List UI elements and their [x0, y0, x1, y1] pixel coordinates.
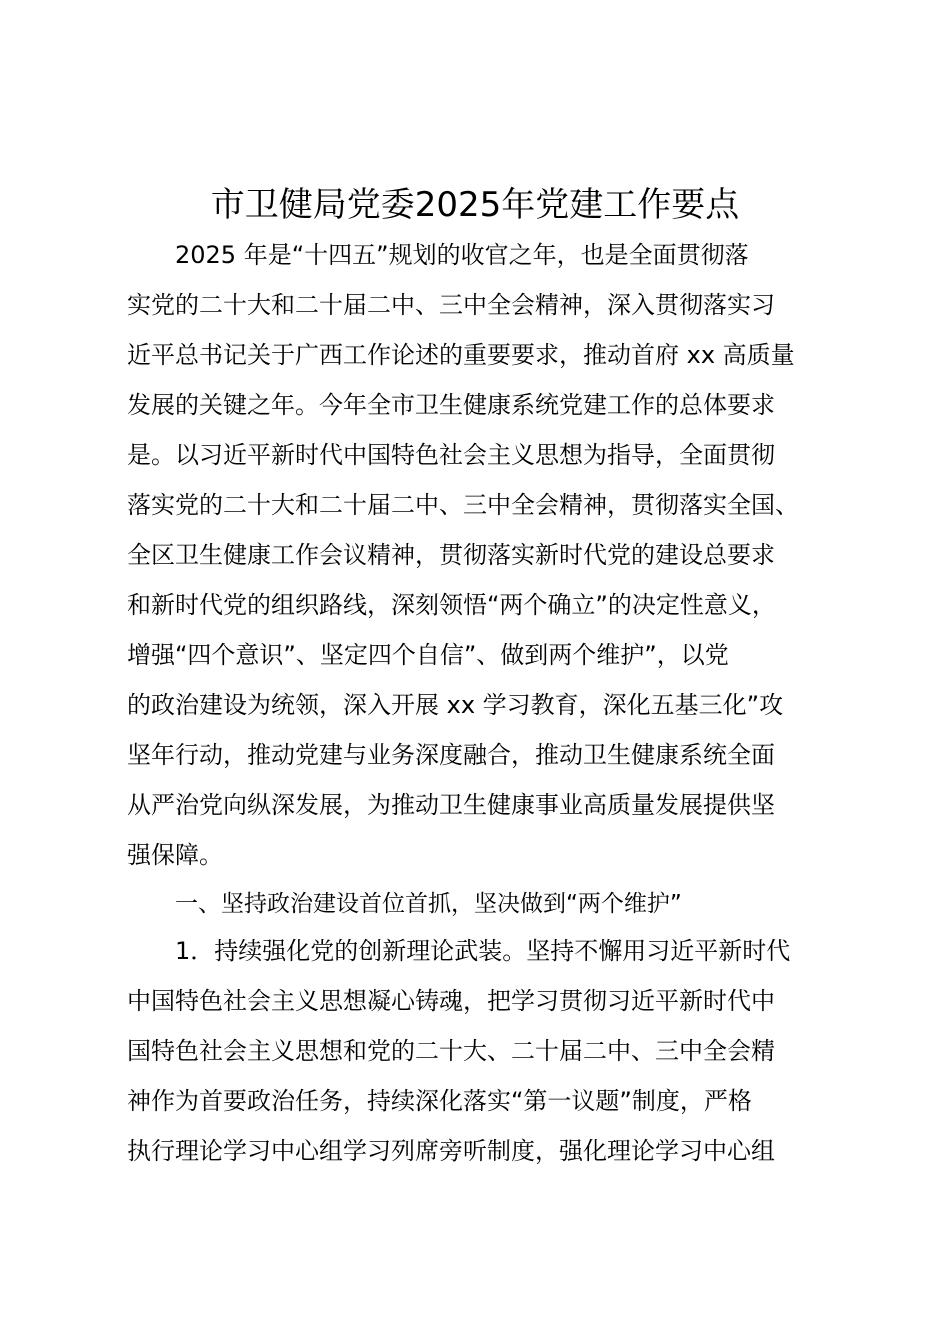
item-line-3: 国特色社会主义思想和党的二十大、二十届二中、三中全会精	[127, 1037, 775, 1065]
item-line-4: 神作为首要政治任务，持续深化落实“第一议题”制度，严格	[127, 1087, 752, 1115]
section-heading: 一、坚持政治建设首位首抓，坚决做到“两个维护”	[175, 891, 682, 917]
item-line-2: 中国特色社会主义思想凝心铸魂，把学习贯彻习近平新时代中	[127, 987, 775, 1015]
intro-line-6: 落实党的二十大和二十届二中、三中全会精神，贯彻落实全国、	[127, 491, 799, 519]
intro-line-13: 强保障。	[127, 841, 223, 869]
item-line-5: 执行理论学习中心组学习列席旁听制度，强化理论学习中心组	[127, 1137, 775, 1165]
intro-line-11: 坚年行动，推动党建与业务深度融合，推动卫生健康系统全面	[127, 741, 775, 769]
intro-line-2: 实党的二十大和二十届二中、三中全会精神，深入贯彻落实习	[127, 291, 775, 319]
intro-line-3: 近平总书记关于广西工作论述的重要要求，推动首府 xx 高质量	[127, 341, 795, 369]
intro-line-12: 从严治党向纵深发展，为推动卫生健康事业高质量发展提供坚	[127, 791, 775, 819]
intro-line-4: 发展的关键之年。今年全市卫生健康系统党建工作的总体要求	[127, 391, 775, 419]
intro-line-7: 全区卫生健康工作会议精神，贯彻落实新时代党的建设总要求	[127, 541, 775, 569]
intro-line-10: 的政治建设为统领，深入开展 xx 学习教育，深化五基三化”攻	[127, 691, 784, 719]
document-title: 市卫健局党委2025年党建工作要点	[210, 185, 740, 225]
intro-line-1: 2025 年是“十四五”规划的收官之年，也是全面贯彻落	[175, 241, 749, 269]
item-line-1: 1．持续强化党的创新理论武装。坚持不懈用习近平新时代	[175, 937, 791, 965]
intro-line-9: 增强“四个意识”、坚定四个自信”、做到两个维护”，以党	[127, 641, 729, 669]
intro-line-8: 和新时代党的组织路线，深刻领悟“两个确立”的决定性意义，	[127, 591, 776, 619]
intro-line-5: 是。以习近平新时代中国特色社会主义思想为指导，全面贯彻	[127, 441, 775, 469]
